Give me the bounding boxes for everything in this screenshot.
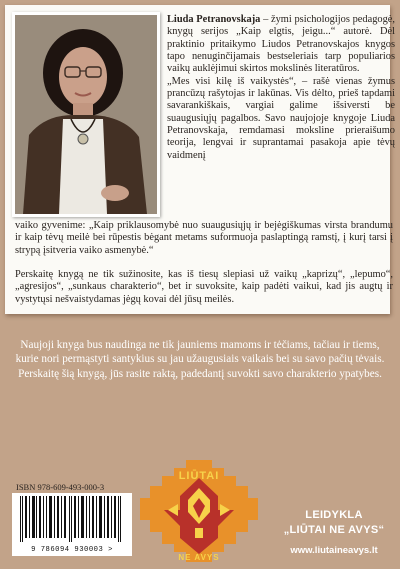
publisher-label: LEIDYKLA xyxy=(305,509,363,521)
description-paragraph: vaiko gyvenime: „Kaip priklausomybė nuo suaugusiųjų ir bejėgiškumas virsta brandumu ir kaip tėvų meilė bei rūpestis bėgant metams suformuoja paslaptingą ramstį, į kurį tarsi į strypą įsitveria vaiko asmenybė.“ xyxy=(15,220,393,256)
publisher-website[interactable]: www.liutaineavys.lt xyxy=(290,545,378,556)
publisher-title: „LIŪTAI NE AVYS“ xyxy=(283,523,385,536)
bio-quote: „Mes visi kilę iš vaikystės“, – rašė vienas žymus prancūzų rašytojas ir lakūnas. Vis dėlto, prieš tapdami savarankiškais, vargiai galime išsiversti be suaugusiųjų pagalbos. Savo naujojoje knygoje Liuda Petranovskaja, remdamasi moksline prieraišumo teorija, lengvai ir suprantamai pasakoja apie tėvų vaidmenį xyxy=(167,75,395,161)
author-name: Liuda Petranovskaja xyxy=(167,14,261,25)
publisher-logo xyxy=(138,458,260,569)
isbn-label: ISBN 978-609-493-000-3 xyxy=(16,482,105,492)
logo-wordmark-top: LIŪTAI xyxy=(178,470,220,482)
barcode xyxy=(12,493,132,556)
barcode-digits: 9 786094 930003 > xyxy=(31,546,113,554)
bio-line-2: autorė. Dėl praktinio pritaikymo Liudos Petranovskajos knygos tapo nenuginčijamais bestseleriais tarp populiarios vaikų auklėjimui skirtos mokslinės literatūros. xyxy=(167,26,395,75)
author-bio xyxy=(167,14,395,162)
author-photo xyxy=(12,12,160,217)
bio-line-1: – žymi psichologijos pedagogė, knygų serijos „Kaip elgtis, jeigu...“ xyxy=(167,14,395,38)
lead-paragraph: Naujoji knyga bus naudinga ne tik jauniems mamoms ir tėčiams, tačiau ir tiems, kurie nori permąstyti santykius su jau užaugusiais vaikais bei su savo pačių tėvais. Perskaitę šią knygą, jūs rasite raktą, padedantį suvokti savo charakterio ypatybes. xyxy=(15,339,385,380)
description-card xyxy=(5,5,395,314)
barcode-bars xyxy=(12,493,132,545)
publisher-name xyxy=(268,508,400,537)
description-paragraph: Perskaitę knygą ne tik sužinosite, kas iš tiesų slepiasi už vaikų „kaprizų“, „lepumo“, „agresijos“, „sunkaus charakterio“, bet ir suvoksite, kaip padėti vaikui, kad jis augtų ir vystytųsi nešvaistydamas jėgų kovai dėl jūsų meilės. xyxy=(15,269,393,305)
logo-wordmark-bottom: NE AVYS xyxy=(178,553,220,562)
